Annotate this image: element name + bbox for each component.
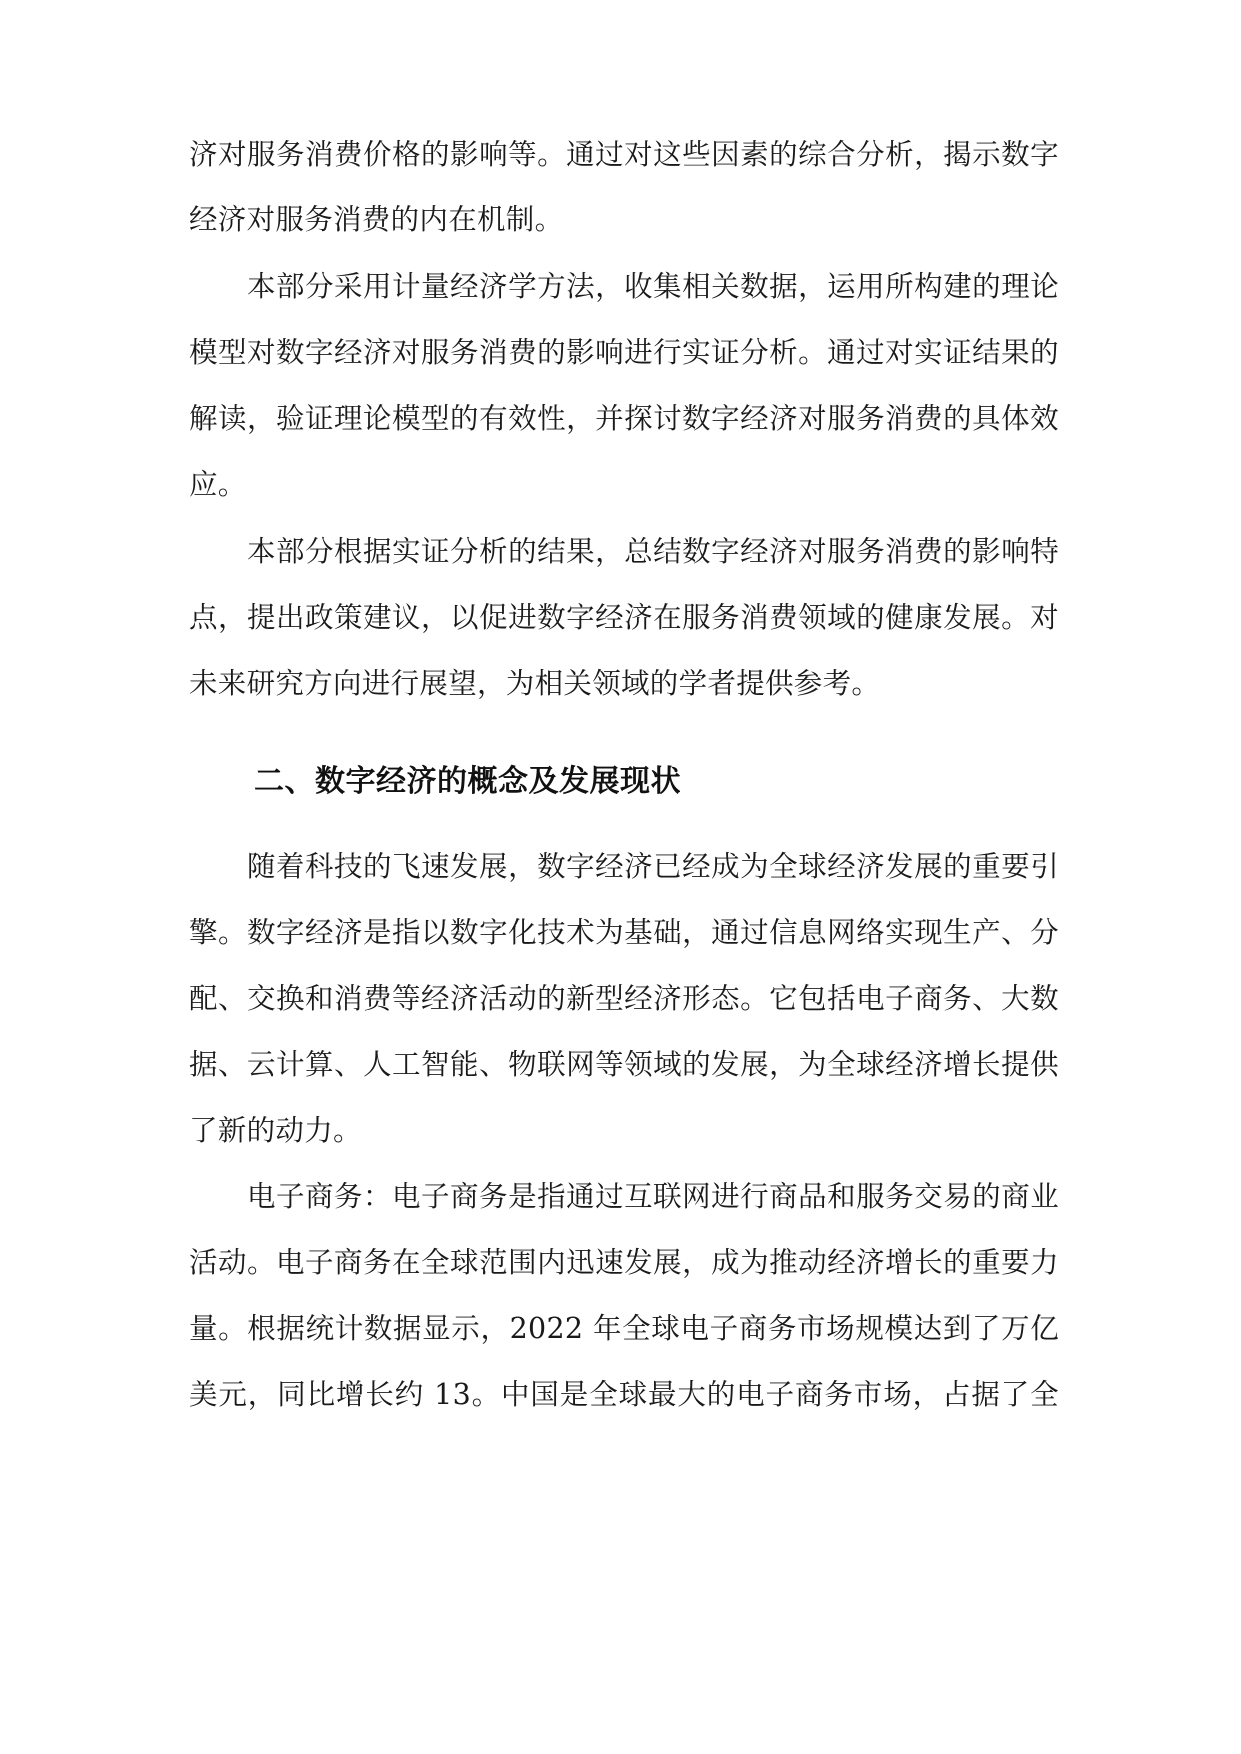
paragraph-1-line-2: 经济对服务消费的内在机制。 bbox=[189, 203, 564, 236]
paragraph-4-line-4: 据、云计算、人工智能、物联网等领域的发展，为全球经济增长提供 bbox=[189, 1048, 1059, 1081]
paragraph-2-line-2: 模型对数字经济对服务消费的影响进行实证分析。通过对实证结果的 bbox=[189, 336, 1059, 369]
paragraph-4-line-5: 了新的动力。 bbox=[189, 1114, 362, 1147]
paragraph-4-line-2: 擎。数字经济是指以数字化技术为基础，通过信息网络实现生产、分 bbox=[189, 916, 1059, 949]
paragraph-4-line-1: 随着科技的飞速发展，数字经济已经成为全球经济发展的重要引 bbox=[247, 850, 1059, 883]
paragraph-5-line-1: 电子商务：电子商务是指通过互联网进行商品和服务交易的商业 bbox=[247, 1180, 1059, 1213]
paragraph-5-line-4: 美元，同比增长约 13。中国是全球最大的电子商务市场，占据了全 bbox=[189, 1378, 1059, 1411]
paragraph-3-line-1: 本部分根据实证分析的结果，总结数字经济对服务消费的影响特 bbox=[247, 535, 1059, 568]
paragraph-3-line-2: 点，提出政策建议，以促进数字经济在服务消费领域的健康发展。对 bbox=[189, 601, 1059, 634]
paragraph-3-line-3: 未来研究方向进行展望，为相关领域的学者提供参考。 bbox=[189, 667, 881, 700]
paragraph-4-line-3: 配、交换和消费等经济活动的新型经济形态。它包括电子商务、大数 bbox=[189, 982, 1059, 1015]
section-heading: 二、数字经济的概念及发展现状 bbox=[254, 764, 681, 799]
paragraph-1-line-1: 济对服务消费价格的影响等。通过对这些因素的综合分析，揭示数字 bbox=[189, 138, 1059, 171]
paragraph-2-line-1: 本部分采用计量经济学方法，收集相关数据，运用所构建的理论 bbox=[247, 270, 1059, 303]
paragraph-2-line-3: 解读，验证理论模型的有效性，并探讨数字经济对服务消费的具体效 bbox=[189, 402, 1059, 435]
paragraph-5-line-2: 活动。电子商务在全球范围内迅速发展，成为推动经济增长的重要力 bbox=[189, 1246, 1059, 1279]
paragraph-5-line-3: 量。根据统计数据显示，2022 年全球电子商务市场规模达到了万亿 bbox=[189, 1312, 1059, 1345]
paragraph-2-line-4: 应。 bbox=[189, 468, 247, 501]
